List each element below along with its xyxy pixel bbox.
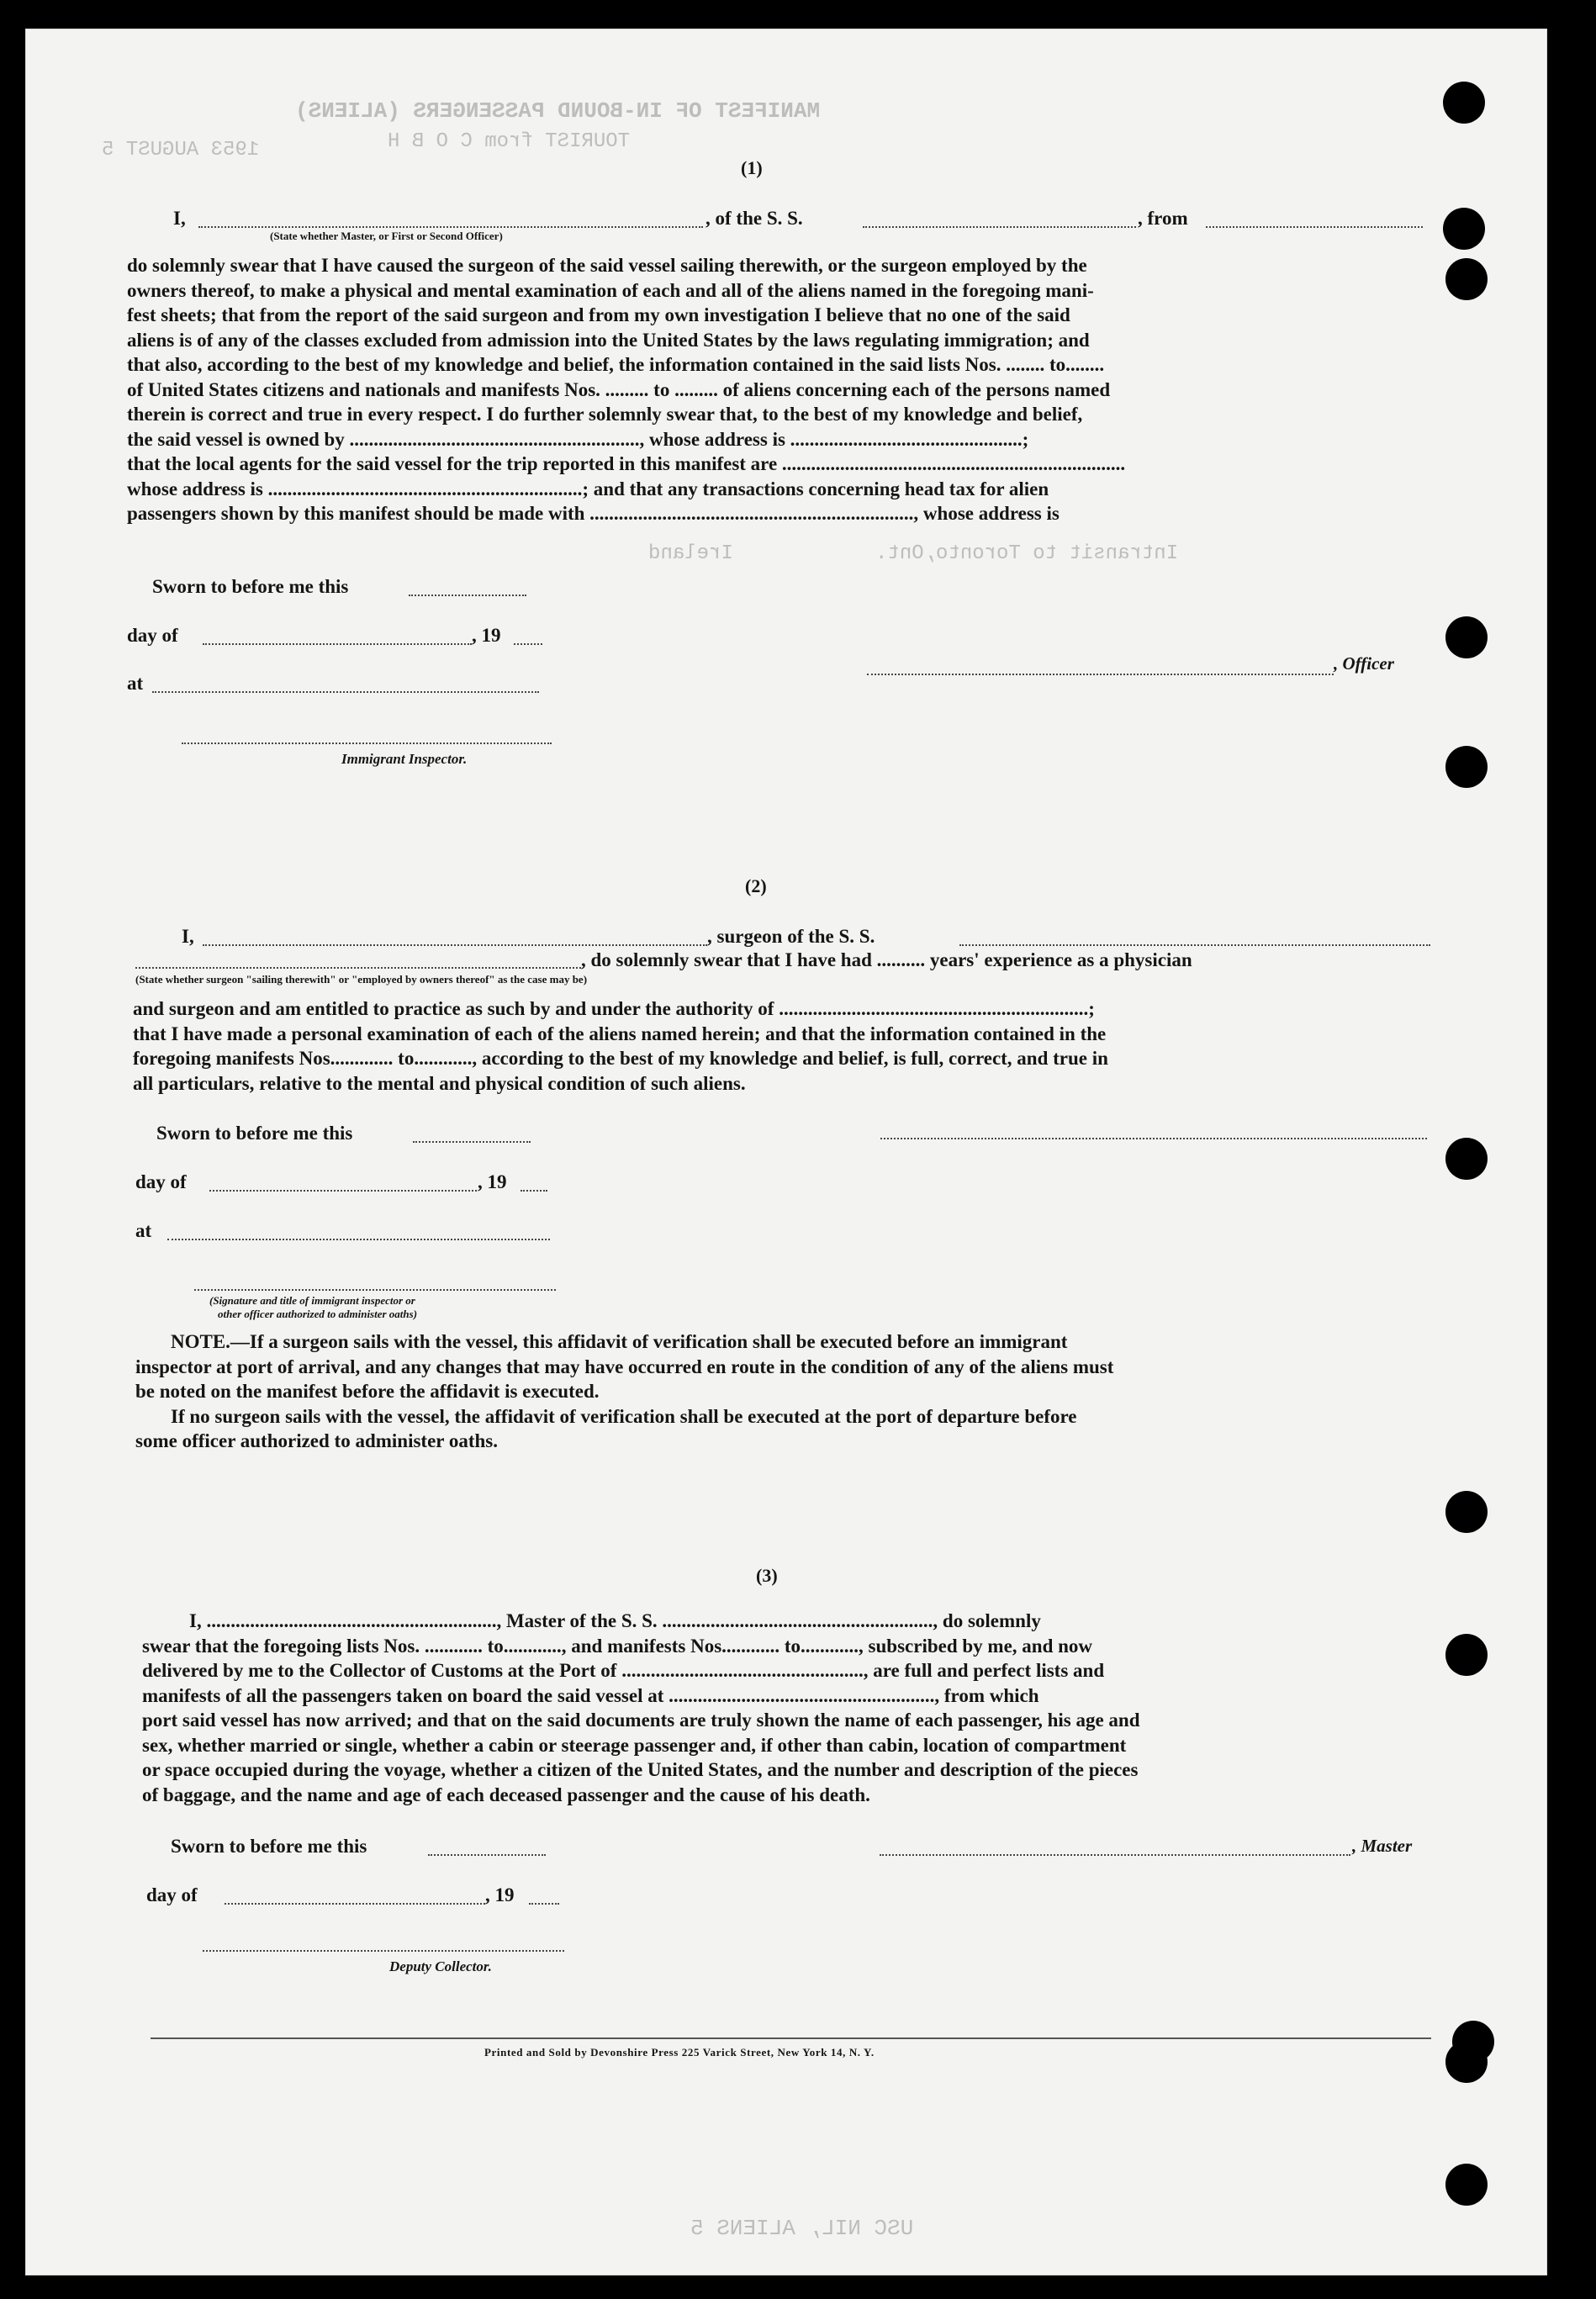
section-number: (2) <box>745 875 767 896</box>
sworn-label: Sworn to before me this <box>152 576 349 597</box>
inspector-signature-line <box>182 743 552 744</box>
day-of-line <box>203 643 472 645</box>
printer-imprint: Printed and Sold by Devonshire Press 225 Varick Street, New York 14, N. Y. <box>484 2046 875 2059</box>
section-number: (3) <box>756 1565 778 1586</box>
punch-hole <box>1445 616 1488 658</box>
day-of-label: day of <box>127 625 178 646</box>
bleed-through-typed: Intransit to Toronto,Ont. <box>875 542 1179 565</box>
officer-name-line <box>198 226 703 228</box>
sworn-label: Sworn to before me this <box>156 1123 353 1144</box>
punch-hole <box>1443 82 1485 124</box>
day-of-line <box>209 1190 477 1192</box>
surgeon-of-label: , surgeon of the S. S. <box>707 926 875 947</box>
vessel-name-line <box>959 944 1430 946</box>
surgeon-type-line <box>135 967 581 969</box>
footer-rule <box>151 2037 1431 2039</box>
manifest-affidavit-page <box>25 29 1547 2275</box>
bleed-through-footer: USC NIL, ALIENS 5 <box>690 2216 914 2241</box>
signature-note: (Signature and title of immigrant inspector or <box>209 1294 415 1307</box>
sworn-date-line <box>428 1854 546 1856</box>
collector-caption: Deputy Collector. <box>389 1958 492 1974</box>
surgeon-name-line <box>203 944 707 946</box>
section3-paragraph: I, ............................................................, Master of the S. S. ........................................................, do solemnly swear that the foregoing lists Nos. ............ to............, and manifests Nos............ to............, subscribed by me, and now delivered by me to the Collector of Customs at the Port of .................................................., are full and perfect lists and manifests of all the passengers taken on board the said vessel at ......................................................., from which port said vessel has now arrived; and that on the said documents are truly shown the name of each passenger, his age and sex, whether married or single, whether a cabin or steerage passenger and, if other than cabin, location of compartment or space occupied during the voyage, whether a citizen of the United States, and the number and description of the pieces of baggage, and the name and age of each deceased passenger and the cause of his death. <box>142 1610 1140 1805</box>
section-number: (1) <box>741 157 763 178</box>
surgeon-note: (State whether surgeon "sailing therewith" or "employed by owners thereof" as the case may be) <box>135 973 588 986</box>
signature-note: other officer authorized to administer oaths) <box>218 1308 418 1320</box>
officer-caption: , Officer <box>1334 653 1394 674</box>
master-caption: , Master <box>1352 1836 1413 1856</box>
sworn-date-line <box>409 595 526 596</box>
punch-hole <box>1443 208 1485 250</box>
year-line <box>521 1190 547 1192</box>
year-label: , 19 <box>472 625 501 646</box>
punch-hole <box>1445 2164 1488 2206</box>
affiant-prefix: I, <box>173 208 186 229</box>
surgeon-signature-line <box>880 1138 1427 1139</box>
year-line <box>529 1903 559 1905</box>
master-signature-line <box>880 1854 1350 1856</box>
punch-hole <box>1445 1634 1488 1676</box>
affiant-prefix: I, <box>182 926 194 947</box>
sworn-date-line <box>413 1141 531 1143</box>
bleed-through-header: MANIFEST OF IN-BOUND PASSENGERS (ALIENS) <box>295 98 821 124</box>
of-ss-label: , of the S. S. <box>706 208 803 229</box>
section2-paragraph: and surgeon and am entitled to practice as such by and under the authority of ................................................................; that I have made a personal examination of each of the aliens named herein; and that the information contained in the foregoing manifests Nos............. to............, according to the best of my knowledge and belief, is full, correct, and true in all particulars, relative to the mental and physical condition of such aliens. <box>133 998 1108 1094</box>
sworn-label: Sworn to before me this <box>171 1836 367 1857</box>
punch-hole <box>1445 1491 1488 1533</box>
at-line <box>152 691 539 693</box>
officer-note: (State whether Master, or First or Second Officer) <box>270 230 503 242</box>
do-swear-label: , do solemnly swear that I have had .......... years' experience as a physician <box>581 949 1192 970</box>
bleed-through-typed: Ireland <box>648 542 733 565</box>
bleed-through-header: TOURIST from C O B H <box>388 130 631 153</box>
bleed-through-header: 1953 AUGUST 5 <box>102 139 260 161</box>
collector-signature-line <box>203 1950 564 1952</box>
punch-hole <box>1445 746 1488 788</box>
punch-hole <box>1445 2041 1488 2083</box>
year-label: , 19 <box>485 1884 515 1905</box>
officer-signature-line <box>867 674 1334 675</box>
at-line <box>167 1239 550 1240</box>
day-of-line <box>225 1903 485 1905</box>
day-of-label: day of <box>146 1884 198 1905</box>
surgeon-note-paragraph: NOTE.—If a surgeon sails with the vessel, this affidavit of verification shall be executed before an immigrant inspector at port of arrival, and any changes that may have occurred en route in the condition of any of the aliens must be noted on the manifest before the affidavit is executed. If no surgeon sails with the vessel, the affidavit of verification shall be executed at the port of departure before some officer authorized to administer oaths. <box>135 1331 1114 1451</box>
inspector-caption: Immigrant Inspector. <box>341 751 468 767</box>
from-label: , from <box>1138 208 1188 229</box>
at-label: at <box>127 673 144 694</box>
at-label: at <box>135 1220 152 1241</box>
section1-paragraph: do solemnly swear that I have caused the surgeon of the said vessel sailing therewith, or the surgeon employed by the owners thereof, to make a physical and mental examination of each and all of the aliens named in the foregoing mani- fest sheets; that from the report of the said surgeon and from my own investigation I believe that no one of the said aliens is of any of the classes excluded from admission into the United States by the laws regulating immigration; and that also, according to the best of my knowledge and belief, the information contained in the said lists Nos. ........ to........ of United States citizens and nationals and manifests Nos. ......... to ......... of aliens concerning each of the persons named therein is correct and true in every respect. I do further solemnly swear that, to the best of my knowledge and belief, the said vessel is owned by ............................................................, whose address is ................................................; that the local agents for the said vessel for the trip reported in this manifest are ....................................................................... whose address is .................................................................; and that any transactions concerning head tax for alien passengers shown by this manifest should be made with ..................................................................., whose address is <box>127 255 1126 524</box>
inspector-signature-line <box>194 1289 556 1291</box>
year-label: , 19 <box>478 1171 507 1192</box>
punch-hole <box>1445 1138 1488 1180</box>
day-of-label: day of <box>135 1171 187 1192</box>
vessel-name-line <box>863 226 1136 228</box>
punch-hole <box>1445 258 1488 300</box>
from-port-line <box>1206 226 1423 228</box>
year-line <box>514 643 542 645</box>
